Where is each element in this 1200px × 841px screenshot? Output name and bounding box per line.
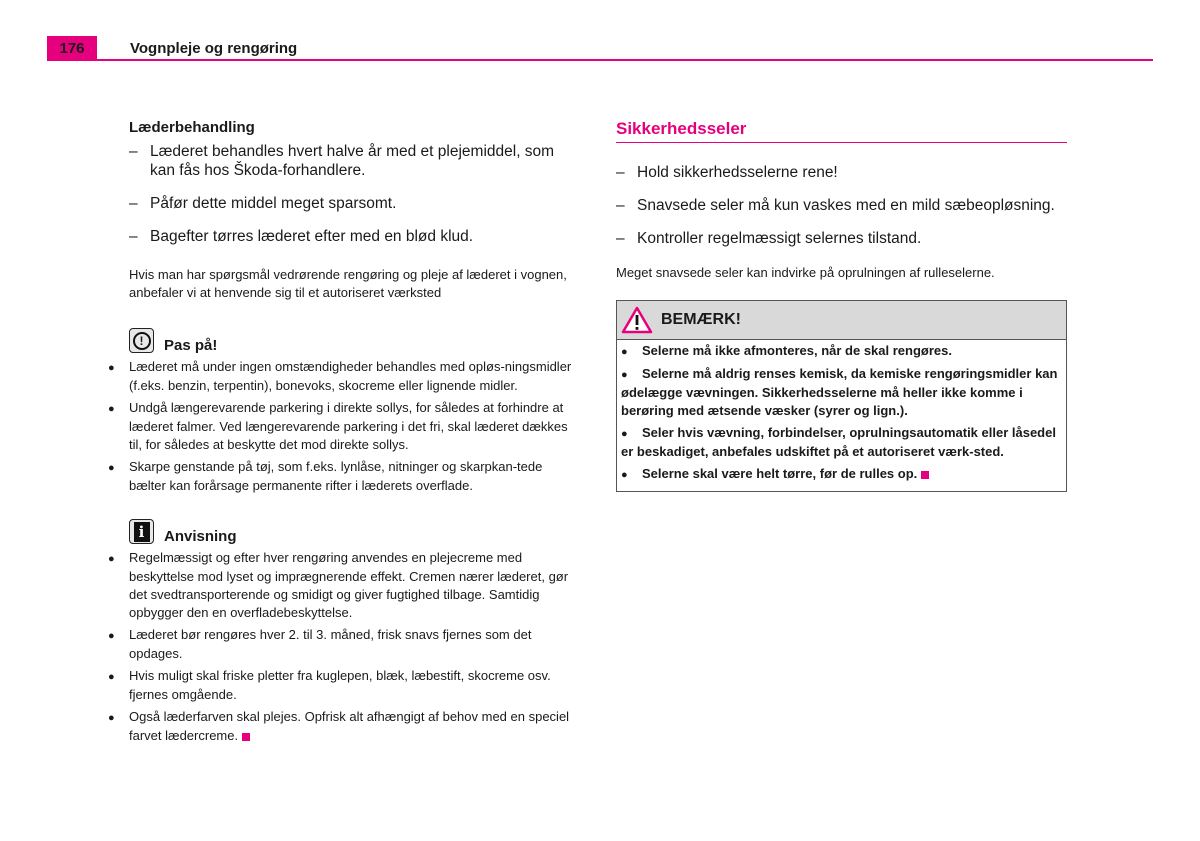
note-item: ● Også læderfarven skal plejes. Opfrisk alt afhængigt af behov med en speciel farvet lædercreme. [108,709,570,743]
bullet-icon: ● [621,369,628,381]
note-title: Anvisning [164,528,237,545]
bullet-icon: ● [108,553,115,565]
warning-header [617,301,1066,340]
warning-item: ● Selerne må aldrig renses kemisk, da kemiske rengøringsmidler kan ødelægge vævningen. Sikkerhedsselerne må heller ikke komme i berøring med ætsende væsker (syrer og lign.). [621,366,1058,418]
bullet-icon: ● [621,469,628,481]
end-mark-icon [242,733,250,741]
end-mark-icon [921,471,929,479]
warning-triangle-icon [621,306,653,334]
caution-icon: ! [129,328,154,353]
right-column [616,119,1067,492]
section-title-seatbelts: Sikkerhedsseler [616,119,1067,143]
caution-item: ● Skarpe genstande på tøj, som f.eks. lynlåse, nitninger og skarpkan-tede bælter kan forårsage permanente rifter i læderets overflade. [108,459,543,493]
note-header [129,519,579,544]
page-number: 176 [47,36,97,61]
warning-item: ● Selerne skal være helt tørre, før de rulles op. [621,465,1060,484]
dash-item: – Påfør dette middel meget sparsomt. [129,194,579,213]
left-column [108,119,579,749]
subheading-leather: Læderbehandling [129,119,255,136]
bullet-icon: ● [108,462,115,474]
bullet-icon: ● [108,630,115,642]
caution-header [129,328,579,353]
bullet-icon: ● [108,671,115,683]
leather-paragraph: Hvis man har spørgsmål vedrørende rengøring og pleje af læderet i vognen, anbefaler vi at henvende sig til et autoriseret værksted [129,267,567,300]
dash-item: – Kontroller regelmæssigt selernes tilstand. [616,229,1067,248]
bullet-icon: ● [108,362,115,374]
caution-title: Pas på! [164,337,218,354]
bullet-icon: ● [108,712,115,724]
bullet-icon: ● [621,346,628,358]
caution-item: ● Undgå længerevarende parkering i direkte sollys, for således at forhindre at læderet falmer. Ved længerevarende parkering i det fri, skal læderet dækkes til, for således at beskytte det mod direkte sollys. [108,400,568,452]
note-item: ● Hvis muligt skal friske pletter fra kuglepen, blæk, læbestift, skocreme osv. fjernes omgående. [108,668,551,702]
info-icon: i [129,519,154,544]
caution-item: ● Læderet må under ingen omstændigheder behandles med opløs-ningsmidler (f.eks. benzin, terpentin), bonevoks, skocreme eller lignende midler. [108,359,572,393]
header-rule [47,59,1153,61]
bullet-icon: ● [621,428,628,440]
warning-item: ● Seler hvis vævning, forbindelser, oprulningsautomatik eller låsedel er beskadiget, anbefales udskiftet på et autoriseret værk-sted. [621,425,1056,459]
chapter-title: Vognpleje og rengøring [130,40,298,57]
warning-item: ● Selerne må ikke afmonteres, når de skal rengøres. [621,342,1060,361]
dash-item: – Snavsede seler må kun vaskes med en mild sæbeopløsning. [616,196,1067,215]
warning-title: BEMÆRK! [661,311,741,328]
note-item: ● Læderet bør rengøres hver 2. til 3. måned, frisk snavs fjernes som det opdages. [108,627,532,661]
seatbelt-paragraph: Meget snavsede seler kan indvirke på oprulningen af rulleselerne. [616,265,995,280]
note-item: ● Regelmæssigt og efter hver rengøring anvendes en plejecreme med beskyttelse mod lyset og imprægnerende effekt. Cremen nærer læderet, gør det svedtransporterende og smidigt og giver fugtighed tilbage. Samtidig opbygger den en overfladebeskyttelse. [108,550,569,620]
dash-item: – Læderet behandles hvert halve år med et plejemiddel, som kan fås hos Škoda-forhandlere. [129,142,579,180]
bullet-icon: ● [108,403,115,415]
warning-box [616,300,1067,492]
dash-item: – Hold sikkerhedsselerne rene! [616,163,1067,182]
dash-item: – Bagefter tørres læderet efter med en blød klud. [129,227,579,246]
